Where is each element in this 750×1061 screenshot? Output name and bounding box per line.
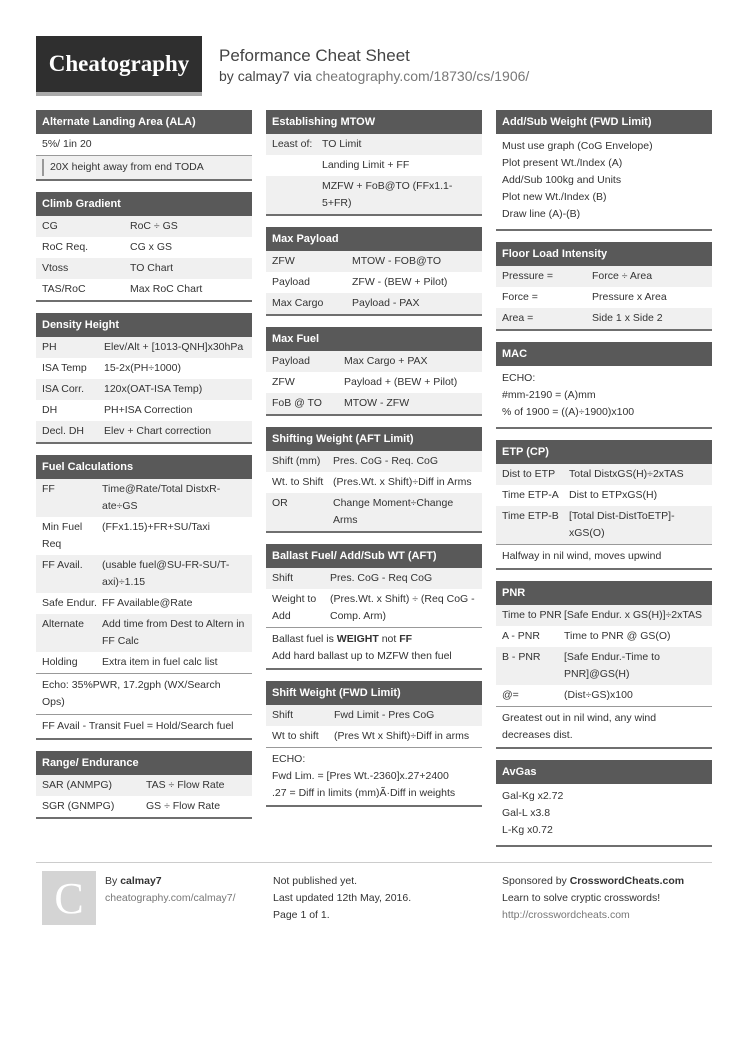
table-row xyxy=(266,351,482,372)
column-2 xyxy=(266,110,482,818)
row-value: [Total Dist-DistToETP]-xGS(O) xyxy=(569,510,675,539)
table-row xyxy=(36,216,252,237)
table-row xyxy=(36,796,252,817)
row-key: Shift xyxy=(272,572,294,584)
cheatography-logo[interactable]: Cheatography xyxy=(36,36,202,92)
row-key: Holding xyxy=(42,656,78,668)
row-value: MZFW + FoB@TO (FFx1.1-5+FR) xyxy=(322,180,453,209)
table-row xyxy=(266,705,482,726)
table-row xyxy=(36,337,252,358)
text-line: % of 1900 = ((A)÷1900)x100 xyxy=(502,406,635,418)
text-line: ECHO: xyxy=(502,372,536,384)
row-key: Shift xyxy=(272,709,294,721)
row-key: Alternate xyxy=(42,618,85,630)
section-fuel-calculations xyxy=(36,455,252,740)
ballast-note xyxy=(266,627,482,668)
section-title: MAC xyxy=(496,342,712,366)
section-mac xyxy=(496,342,712,429)
table-row xyxy=(266,393,482,414)
section-title: Shifting Weight (AFT Limit) xyxy=(266,427,482,451)
pnr-note: Greatest out in nil wind, any wind decreases dist. xyxy=(496,706,712,747)
row-key: Time to PNR xyxy=(502,609,562,621)
row-value: Payload - PAX xyxy=(352,297,420,309)
table-row xyxy=(36,237,252,258)
row-value: Dist to ETPxGS(H) xyxy=(569,489,658,501)
etp-note: Halfway in nil wind, moves upwind xyxy=(496,544,712,568)
row-value: Max RoC Chart xyxy=(130,283,203,295)
section-ala xyxy=(36,110,252,181)
table-row xyxy=(496,626,712,647)
table-row xyxy=(496,266,712,287)
table-row xyxy=(496,605,712,626)
section-title: Max Payload xyxy=(266,227,482,251)
table-row xyxy=(36,479,252,517)
section-title: Range/ Endurance xyxy=(36,751,252,775)
table-row xyxy=(496,485,712,506)
row-value: Change Moment÷Change Arms xyxy=(333,497,454,526)
row-value: [Safe Endur.-Time to PNR]@GS(H) xyxy=(564,651,660,680)
row-key: Payload xyxy=(272,276,310,288)
table-row xyxy=(266,589,482,627)
row-key: A - PNR xyxy=(502,630,540,642)
avatar[interactable]: C xyxy=(42,871,96,925)
row-value: Elev/Alt + [1013-QNH]x30hPa xyxy=(104,341,244,353)
table-row xyxy=(36,358,252,379)
footer-author-name[interactable]: calmay7 xyxy=(120,875,162,887)
table-row xyxy=(266,134,482,155)
row-value: Pres. CoG - Req. CoG xyxy=(333,455,439,467)
row-value: PH+ISA Correction xyxy=(104,404,193,416)
row-key: Pressure = xyxy=(502,270,554,282)
row-value: Max Cargo + PAX xyxy=(344,355,428,367)
row-value: TO Limit xyxy=(322,138,362,150)
published-status: Not published yet. xyxy=(273,875,358,887)
section-range-endurance xyxy=(36,751,252,819)
row-key: ZFW xyxy=(272,376,295,388)
row-value: Force ÷ Area xyxy=(592,270,653,282)
row-key: Force = xyxy=(502,291,538,303)
ala-quote: 20X height away from end TODA xyxy=(36,155,252,179)
row-value: TO Chart xyxy=(130,262,173,274)
row-value: Extra item in fuel calc list xyxy=(102,656,218,668)
row-value: (Dist÷GS)x100 xyxy=(564,689,633,701)
table-row xyxy=(36,775,252,796)
row-key: Decl. DH xyxy=(42,425,85,437)
row-value: Fwd Limit - Pres CoG xyxy=(334,709,435,721)
footer xyxy=(36,862,712,932)
byline xyxy=(219,68,529,84)
footer-status xyxy=(273,873,411,924)
row-key: Max Cargo xyxy=(272,297,324,309)
sponsor-name[interactable]: CrosswordCheats.com xyxy=(569,875,685,887)
row-value: Time to PNR @ GS(O) xyxy=(564,630,671,642)
row-key: PH xyxy=(42,341,57,353)
row-key: SAR (ANMPG) xyxy=(42,779,113,791)
footer-author-url[interactable]: cheatography.com/calmay7/ xyxy=(105,892,236,904)
text-line: #mm-2190 = (A)mm xyxy=(502,389,596,401)
section-max-payload xyxy=(266,227,482,316)
text-line: Plot new Wt./Index (B) xyxy=(502,191,607,203)
sponsor-prefix: Sponsored by xyxy=(502,875,567,887)
row-key: Weight to Add xyxy=(272,593,317,622)
table-row xyxy=(36,555,252,593)
sponsor-tagline: Learn to solve cryptic crosswords! xyxy=(502,892,661,904)
row-key: B - PNR xyxy=(502,651,541,663)
row-value: (FFx1.15)+FR+SU/Taxi xyxy=(102,521,210,533)
row-key: Least of: xyxy=(272,138,313,150)
row-key: Area = xyxy=(502,312,534,324)
footer-by: By xyxy=(105,875,118,887)
text-line: Gal-L x3.8 xyxy=(502,807,551,819)
row-key: CG xyxy=(42,220,58,232)
table-row xyxy=(496,464,712,485)
last-updated: Last updated 12th May, 2016. xyxy=(273,892,412,904)
fuel-note: Echo: 35%PWR, 17.2gph (WX/Search Ops) xyxy=(36,673,252,714)
footer-sponsor xyxy=(502,873,684,924)
diff-limits-formula: .27 = Diff in limits (mm)Ã·Diff in weights xyxy=(272,787,456,799)
row-key: ISA Corr. xyxy=(42,383,85,395)
byline-via: via xyxy=(293,68,312,84)
row-key: OR xyxy=(272,497,288,509)
section-shift-weight-fwd xyxy=(266,681,482,807)
row-value: Elev + Chart correction xyxy=(104,425,212,437)
row-value: FF Available@Rate xyxy=(102,597,193,609)
row-key: Payload xyxy=(272,355,310,367)
table-row xyxy=(36,652,252,673)
section-establishing-mtow xyxy=(266,110,482,216)
row-value: Time@Rate/Total DistxR-ate÷GS xyxy=(102,483,221,512)
row-key: Dist to ETP xyxy=(502,468,556,480)
table-row xyxy=(496,308,712,329)
row-key: ISA Temp xyxy=(42,362,87,374)
text-line: Draw line (A)-(B) xyxy=(502,208,581,220)
table-row xyxy=(266,472,482,493)
section-body xyxy=(496,366,712,427)
table-row xyxy=(496,685,712,706)
table-row xyxy=(36,614,252,652)
row-key: FF xyxy=(42,483,55,495)
byline-url[interactable]: cheatography.com/18730/cs/1906/ xyxy=(315,68,530,84)
text-line: Gal-Kg x2.72 xyxy=(502,790,564,802)
row-key: Vtoss xyxy=(42,262,69,274)
sponsor-url[interactable]: http://crosswordcheats.com xyxy=(502,909,630,921)
section-etp xyxy=(496,440,712,570)
row-value: MTOW - ZFW xyxy=(344,397,410,409)
row-key: TAS/RoC xyxy=(42,283,86,295)
fuel-note: FF Avail - Transit Fuel = Hold/Search fuel xyxy=(36,714,252,738)
page-title: Peformance Cheat Sheet xyxy=(219,46,410,65)
section-floor-load xyxy=(496,242,712,331)
section-title: AvGas xyxy=(496,760,712,784)
table-row xyxy=(36,517,252,555)
row-key: Wt to shift xyxy=(272,730,319,742)
row-value: 15-2x(PH÷1000) xyxy=(104,362,181,374)
column-1 xyxy=(36,110,252,830)
section-title: Max Fuel xyxy=(266,327,482,351)
section-avgas xyxy=(496,760,712,847)
section-title: Establishing MTOW xyxy=(266,110,482,134)
row-value: GS ÷ Flow Rate xyxy=(146,800,221,812)
row-value: Add time from Dest to Altern in FF Calc xyxy=(102,618,245,647)
row-key: Safe Endur. xyxy=(42,597,97,609)
row-key: FF Avail. xyxy=(42,559,83,571)
table-row xyxy=(266,726,482,747)
row-key: SGR (GNMPG) xyxy=(42,800,115,812)
table-row xyxy=(36,593,252,614)
section-shifting-weight-aft xyxy=(266,427,482,533)
table-row xyxy=(36,258,252,279)
table-row xyxy=(496,287,712,308)
row-value: Pres. CoG - Req CoG xyxy=(330,572,433,584)
row-key xyxy=(272,178,322,212)
section-pnr xyxy=(496,581,712,749)
section-ballast-fuel xyxy=(266,544,482,670)
ballast-note-ff: FF xyxy=(399,633,413,645)
row-key: Wt. to Shift xyxy=(272,476,324,488)
section-add-sub-weight-fwd xyxy=(496,110,712,231)
row-value: TAS ÷ Flow Rate xyxy=(146,779,225,791)
ballast-note-not: not xyxy=(378,633,400,645)
logo-underline xyxy=(36,92,202,96)
section-title: Climb Gradient xyxy=(36,192,252,216)
row-value: (Pres.Wt. x Shift)÷Diff in Arms xyxy=(333,476,472,488)
page-number: Page 1 of 1. xyxy=(273,909,330,921)
ala-line: 5%/ 1in 20 xyxy=(42,138,92,150)
table-row xyxy=(266,493,482,531)
table-row xyxy=(266,176,482,214)
row-value: 120x(OAT-ISA Temp) xyxy=(104,383,203,395)
byline-author[interactable]: calmay7 xyxy=(237,68,290,84)
row-value: Pressure x Area xyxy=(592,291,667,303)
table-row xyxy=(36,379,252,400)
ballast-note-text: Ballast fuel is xyxy=(272,633,337,645)
column-3 xyxy=(496,110,712,858)
row-value: (usable fuel@SU-FR-SU/T-axi)÷1.15 xyxy=(102,559,230,588)
row-value: (Pres Wt x Shift)÷Diff in arms xyxy=(334,730,470,742)
row-key: RoC Req. xyxy=(42,241,89,253)
section-title: Fuel Calculations xyxy=(36,455,252,479)
row-value: [Safe Endur. x GS(H)]÷2xTAS xyxy=(564,609,703,621)
table-row xyxy=(36,279,252,300)
row-value: Landing Limit + FF xyxy=(322,159,410,171)
table-row xyxy=(266,251,482,272)
table-row xyxy=(266,293,482,314)
fwd-limit-formula: Fwd Lim. = [Pres Wt.-2360]x.27+2400 xyxy=(272,770,449,782)
row-key: ZFW xyxy=(272,255,295,267)
row-value: ZFW - (BEW + Pilot) xyxy=(352,276,448,288)
row-key: FoB @ TO xyxy=(272,397,322,409)
table-row xyxy=(266,451,482,472)
row-key: Min Fuel Req xyxy=(42,521,83,550)
section-title: Density Height xyxy=(36,313,252,337)
ballast-note-2: Add hard ballast up to MZFW then fuel xyxy=(272,650,452,662)
footer-author xyxy=(105,873,236,907)
table-row xyxy=(36,421,252,442)
section-title: PNR xyxy=(496,581,712,605)
table-row xyxy=(496,506,712,544)
row-key: @= xyxy=(502,689,519,701)
section-climb-gradient xyxy=(36,192,252,302)
section-max-fuel xyxy=(266,327,482,416)
section-title: Ballast Fuel/ Add/Sub WT (AFT) xyxy=(266,544,482,568)
section-title: Shift Weight (FWD Limit) xyxy=(266,681,482,705)
echo-label: ECHO: xyxy=(272,753,306,765)
row-key: Time ETP-A xyxy=(502,489,559,501)
text-line: L-Kg x0.72 xyxy=(502,824,553,836)
section-body xyxy=(496,784,712,845)
section-density-height xyxy=(36,313,252,444)
table-row xyxy=(266,568,482,589)
row-key: DH xyxy=(42,404,58,416)
shift-fwd-notes xyxy=(266,747,482,805)
table-row xyxy=(496,647,712,685)
section-title: Alternate Landing Area (ALA) xyxy=(36,110,252,134)
section-title: Add/Sub Weight (FWD Limit) xyxy=(496,110,712,134)
table-row xyxy=(266,272,482,293)
row-key xyxy=(272,157,322,174)
row-value: MTOW - FOB@TO xyxy=(352,255,442,267)
row-key: Shift (mm) xyxy=(272,455,321,467)
text-line: Plot present Wt./Index (A) xyxy=(502,157,623,169)
table-row xyxy=(266,372,482,393)
table-row xyxy=(266,155,482,176)
row-key: Time ETP-B xyxy=(502,510,559,522)
text-line: Must use graph (CoG Envelope) xyxy=(502,140,653,152)
row-value: Side 1 x Side 2 xyxy=(592,312,663,324)
section-body xyxy=(496,134,712,229)
text-line: Add/Sub 100kg and Units xyxy=(502,174,622,186)
row-value: CG x GS xyxy=(130,241,173,253)
table-row xyxy=(36,400,252,421)
row-value: (Pres.Wt. x Shift) ÷ (Req CoG - Comp. Arm) xyxy=(330,593,475,622)
section-title: Floor Load Intensity xyxy=(496,242,712,266)
ballast-note-weight: WEIGHT xyxy=(336,633,379,645)
row-value: Total DistxGS(H)÷2xTAS xyxy=(569,468,684,480)
row-value: Payload + (BEW + Pilot) xyxy=(344,376,458,388)
section-title: ETP (CP) xyxy=(496,440,712,464)
byline-prefix: by xyxy=(219,68,234,84)
row-value: RoC ÷ GS xyxy=(130,220,178,232)
